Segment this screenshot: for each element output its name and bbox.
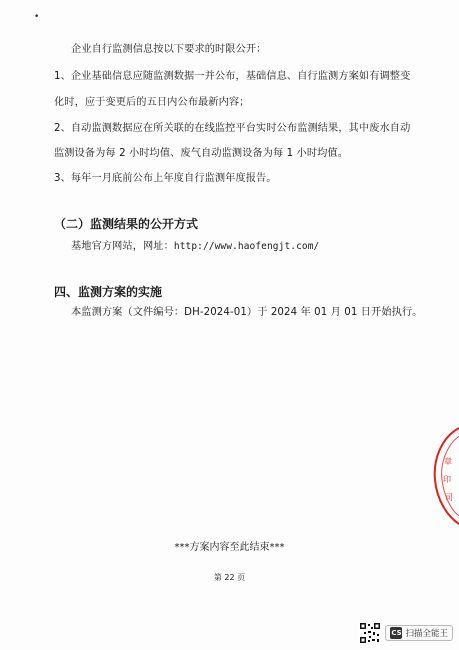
intro-line: 企业自行监测信息按以下要求的时限公开： — [71, 44, 267, 55]
item-2-line-1: 2、自动监测数据应在所关联的在线监控平台实时公布监测结果，其中废水自动 — [54, 123, 411, 134]
page-number: 第 22 页 — [213, 573, 246, 582]
seal-stamp-icon — [419, 420, 459, 530]
website-label: 基地官方网站，网址： — [71, 241, 174, 252]
item-2-line-2: 监测设备为每 2 小时均值、废气自动监测设备为每 1 小时均值。 — [54, 148, 348, 159]
item-1-line-1: 1、企业基础信息应随监测数据一并公布，基础信息、自行监测方案如有调整变 — [54, 71, 411, 82]
website-url[interactable]: http://www.haofengjt.com/ — [173, 241, 320, 252]
corner-mark: • — [34, 12, 40, 22]
section4-heading: 四、监测方案的实施 — [54, 285, 163, 299]
svg-text:章: 章 — [444, 457, 452, 466]
website-line — [71, 240, 319, 254]
scanner-app-name: 扫描全能王 — [405, 629, 448, 639]
scanner-app-badge — [385, 625, 453, 641]
section2-heading: （二）监测结果的公开方式 — [54, 217, 199, 231]
qr-code-icon — [359, 622, 381, 644]
item-1-line-2: 化时，应于变更后的五日内公布最新内容； — [54, 97, 250, 108]
svg-text:司: 司 — [445, 493, 453, 502]
end-note: ***方案内容至此结束*** — [174, 542, 285, 553]
svg-text:印: 印 — [443, 475, 451, 484]
scanner-logo-icon: CS — [391, 629, 402, 637]
scanner-watermark — [359, 622, 453, 644]
item-3-line: 3、每年一月底前公布上年度自行监测年度报告。 — [54, 173, 277, 184]
implementation-line: 本监测方案（文件编号：DH-2024-01）于 2024 年 01 月 01 日开始执行。 — [71, 307, 423, 318]
